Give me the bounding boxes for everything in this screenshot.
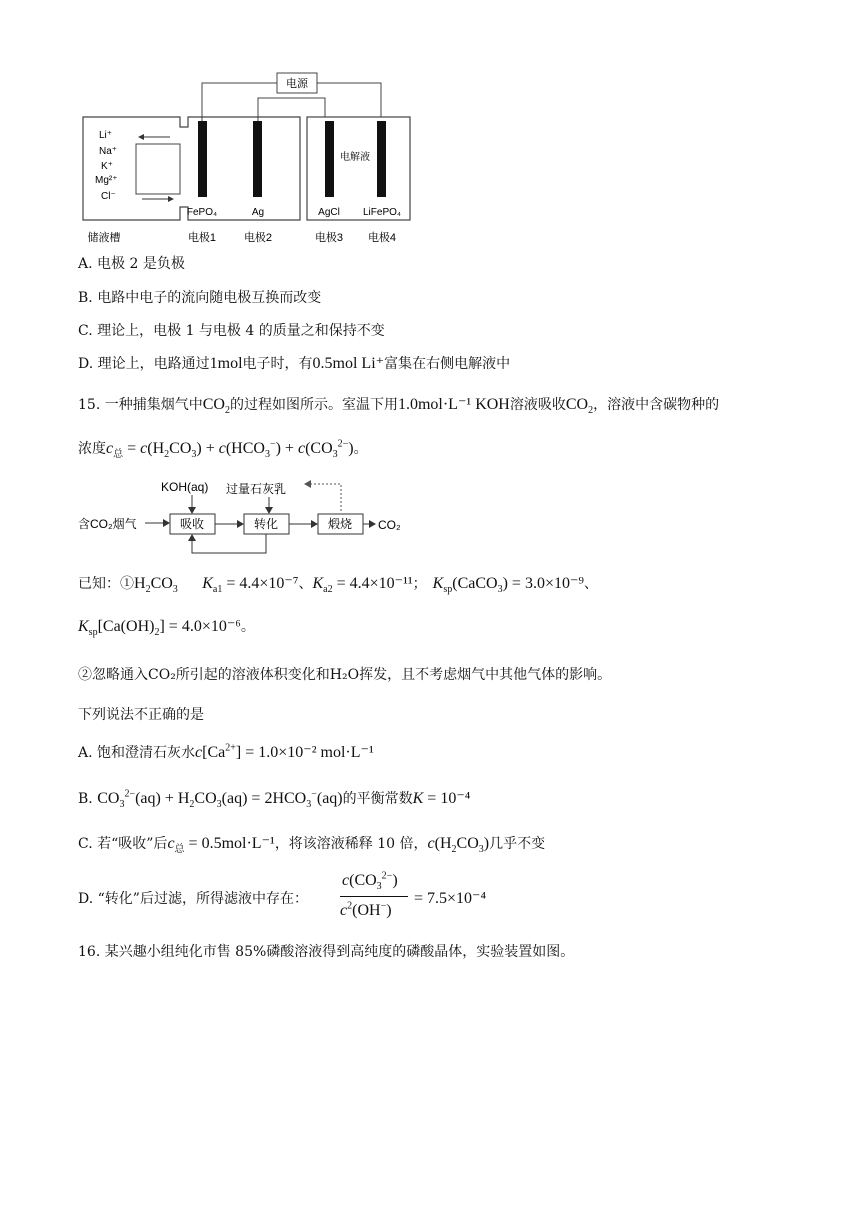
q16-stem: 16. 某兴趣小组纯化市售 85%磷酸溶液得到高纯度的磷酸晶体，实验装置如图。 (78, 944, 575, 960)
arrow-left-icon (138, 134, 144, 140)
label-electrode-3: 电极3 (314, 232, 344, 244)
electrode-2 (253, 121, 262, 197)
ion-k: K⁺ (101, 161, 113, 172)
arrow-right-icon (369, 520, 376, 528)
label-electrode-2: 电极2 (243, 232, 273, 244)
q15-note-2: ②忽略通入CO₂所引起的溶液体积变化和H₂O挥发，且不考虑烟气中其他气体的影响。 (78, 667, 612, 683)
wire-left-outer (202, 83, 277, 121)
flow-lime: 过量石灰乳 (226, 482, 287, 496)
arrow-right-icon (163, 519, 170, 527)
q15-option-d-fraction: $c(CO_3^{2-})$ $c^2(OH^-)$ = 7.5×10⁻⁴ (340, 870, 487, 919)
q15-option-c: C. 若“吸收”后$c_总 = 0.5mol\cdot L^{-1}$，将该溶液稀释 10 倍，$c(H_2CO_3)$几乎不变 (78, 835, 546, 856)
ion-mg: Mg²⁺ (95, 175, 118, 186)
q15-stem-line2: 浓度$c_总 = c(H_2CO_3) + c(HCO_3^-) + c(CO_3^{2-})$。 (78, 438, 368, 461)
flow-feed: 含CO₂烟气 (78, 517, 137, 531)
arrow-down-icon (265, 507, 273, 514)
flow-calcine: 煅烧 (327, 517, 353, 531)
arrow-right-icon (168, 196, 174, 202)
right-cell-outline (307, 117, 410, 220)
q15-ask: 下列说法不正确的是 (78, 707, 204, 723)
arrow-right-icon (237, 520, 244, 528)
q14-option-c: C. 理论上，电极 1 与电极 4 的质量之和保持不变 (78, 323, 385, 339)
q15-option-a: A. 饱和澄清石灰水$c[Ca^{2+}] = 1.0\times 10^{-2}$ mol·L⁻¹ (78, 742, 374, 761)
arrow-left-icon (304, 480, 311, 488)
arrow-up-icon (188, 534, 196, 541)
flow-convert: 转化 (253, 517, 279, 531)
flow-product: CO₂ (378, 518, 401, 532)
flow-absorb: 吸收 (179, 517, 205, 531)
electrode-2-material: Ag (251, 207, 265, 218)
electrode-3-material: AgCl (318, 207, 340, 218)
electrode-4-material: LiFePO₄ (363, 207, 401, 218)
left-cell-outline (83, 117, 300, 220)
electrolyte-label: 电解液 (340, 152, 370, 163)
q15-known-1: 已知：$①H_2CO_3$ $K_{a1} = 4.4\times 10^{-7}$、$K_{a2} = 4.4\times 10^{-11}$； $K_{sp}(CaCO_3) = 3.0\times 10^{-9}$、 (78, 575, 598, 596)
label-reservoir: 储液槽 (87, 232, 121, 244)
electrode-3 (325, 121, 334, 197)
q14-option-d: D. 理论上，电路通过1mol电子时，有0.5mol Li⁺富集在右侧电解液中 (78, 355, 511, 372)
electrode-4 (377, 121, 386, 197)
q15-option-d: D. “转化”后过滤，所得滤液中存在： (78, 891, 308, 907)
q15-option-b: B. $CO_3^{2-}(aq) + H_2CO_3(aq) = 2HCO_3^-(aq)$的平衡常数K = 10⁻⁴ (78, 788, 471, 811)
q14-option-a: A. 电极 2 是负极 (78, 256, 185, 272)
label-electrode-1: 电极1 (187, 232, 217, 244)
q15-stem-line1: 15. 一种捕集烟气中$CO_2$的过程如图所示。室温下用1.0mol·L⁻¹ KOH溶液吸收$CO_2$，溶液中含碳物种的 (78, 396, 720, 417)
q15-known-2: $K_{sp}[Ca(OH)_2] = 4.0\times 10^{-6}$。 (78, 618, 255, 639)
arrow-right-icon (311, 520, 318, 528)
ion-cl: Cl⁻ (101, 191, 116, 202)
flow-diagram (78, 475, 418, 560)
flow-koh: KOH(aq) (161, 480, 209, 494)
ion-na: Na⁺ (99, 146, 118, 157)
ion-li: Li⁺ (99, 130, 113, 141)
reservoir-inner (136, 144, 180, 194)
q14-option-b: B. 电路中电子的流向随电极互换而改变 (78, 290, 322, 306)
power-label: 电源 (286, 78, 308, 90)
label-electrode-4: 电极4 (367, 232, 397, 244)
arrow-down-icon (188, 507, 196, 514)
cell-diagram (80, 65, 420, 250)
wire-right-outer (317, 83, 381, 121)
electrode-1-material: FePO₄ (186, 207, 218, 218)
electrode-1 (198, 121, 207, 197)
